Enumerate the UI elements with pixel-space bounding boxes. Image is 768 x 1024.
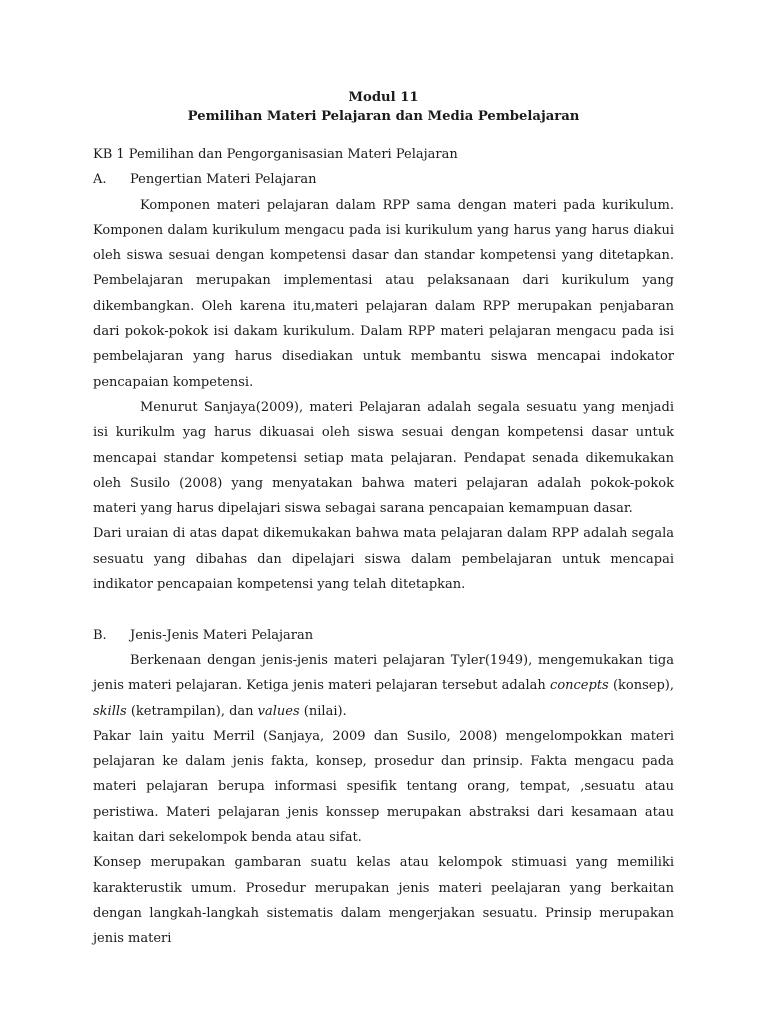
section-b-marker: B. — [93, 627, 107, 643]
section-gap — [93, 597, 674, 622]
section-b-heading — [93, 623, 674, 648]
section-b-paragraph-3: Konsep merupakan gambaran suatu kelas atau kelompok stimuasi yang memiliki karakterustik umum. Prosedur merupakan jenis materi peelajaran yang berkaitan dengan langkah-langkah sistematis dalam mengerjakan sesuatu. Prinsip merupakan jenis materi — [93, 855, 674, 947]
section-a-paragraph-2: Menurut Sanjaya(2009), materi Pelajaran adalah segala sesuatu yang menjadi isi kurikulm yag harus dikuasai oleh siswa sesuai dengan kompetensi dasar untuk mencapai standar kompetensi setiap mata pelajaran. Pendapat senada dikemukakan oleh Susilo (2008) yang menyatakan bahwa materi pelajaran adalah pokok-pokok materi yang harus dipelajari siswa sebagai sarana pencapaian kemampuan dasar. — [93, 399, 674, 517]
section-a-paragraph-3: Dari uraian di atas dapat dikemukakan bahwa mata pelajaran dalam RPP adalah segala sesuatu yang dibahas dan dipelajari siswa dalam pembelajaran untuk mencapai indikator pencapaian kompetensi yang telah ditetapkan. — [93, 526, 674, 593]
term-values: values — [257, 703, 300, 719]
section-a-marker: A. — [93, 172, 107, 188]
module-number: Modul 11 — [348, 90, 419, 105]
section-b-paragraph-1 — [93, 648, 674, 724]
document-page — [93, 88, 674, 952]
section-a-title: Pengertian Materi Pelajaran — [130, 172, 317, 188]
module-title: Pemilihan Materi Pelajaran dan Media Pembelajaran — [187, 109, 580, 124]
term-skills: skills — [93, 703, 127, 719]
section-b-p1-text-2: (konsep), — [608, 678, 675, 694]
kb-heading: KB 1 Pemilihan dan Pengorganisasian Materi Pelajaran — [93, 147, 458, 162]
section-b-paragraph-2: Pakar lain yaitu Merril (Sanjaya, 2009 dan Susilo, 2008) mengelompokkan materi pelajaran ke dalam jenis fakta, konsep, prosedur dan prinsip. Fakta mengacu pada materi pelajaran berupa informasi spesifik tentang orang, tempat, ,sesuatu atau peristiwa. Materi pelajaran jenis konssep merupakan abstraksi dari kesamaan atau kaitan dari sekelompok benda atau sifat. — [93, 728, 674, 846]
section-b-p1-text-1: Berkenaan dengan jenis-jenis materi pelajaran Tyler(1949), mengemukakan tiga jenis materi pelajaran. Ketiga jenis materi pelajaran tersebut adalah — [93, 652, 674, 694]
term-concepts: concepts — [550, 678, 609, 694]
section-b-title: Jenis-Jenis Materi Pelajaran — [130, 627, 314, 643]
section-b-p1-text-4: (nilai). — [299, 703, 347, 719]
module-title-block — [93, 88, 674, 126]
section-a-paragraph-1: Komponen materi pelajaran dalam RPP sama dengan materi pada kurikulum. Komponen dalam kurikulum mengacu pada isi kurikulum yang harus yang harus diakui oleh siswa sesuai dengan kompetensi dasar dan standar kompetensi yang ditetapkan. Pembelajaran merupakan implementasi atau pelaksanaan dari kurikulum yang dikembangkan. Oleh karena itu,materi pelajaran dalam RPP merupakan penjabaran dari pokok-pokok isi dakam kurikulum. Dalam RPP materi pelajaran mengacu pada isi pembelajaran yang harus disediakan untuk membantu siswa mencapai indokator pencapaian kompetensi. — [93, 197, 674, 390]
section-a-heading — [93, 167, 674, 192]
section-b-p1-text-3: (ketrampilan), dan — [126, 703, 258, 719]
